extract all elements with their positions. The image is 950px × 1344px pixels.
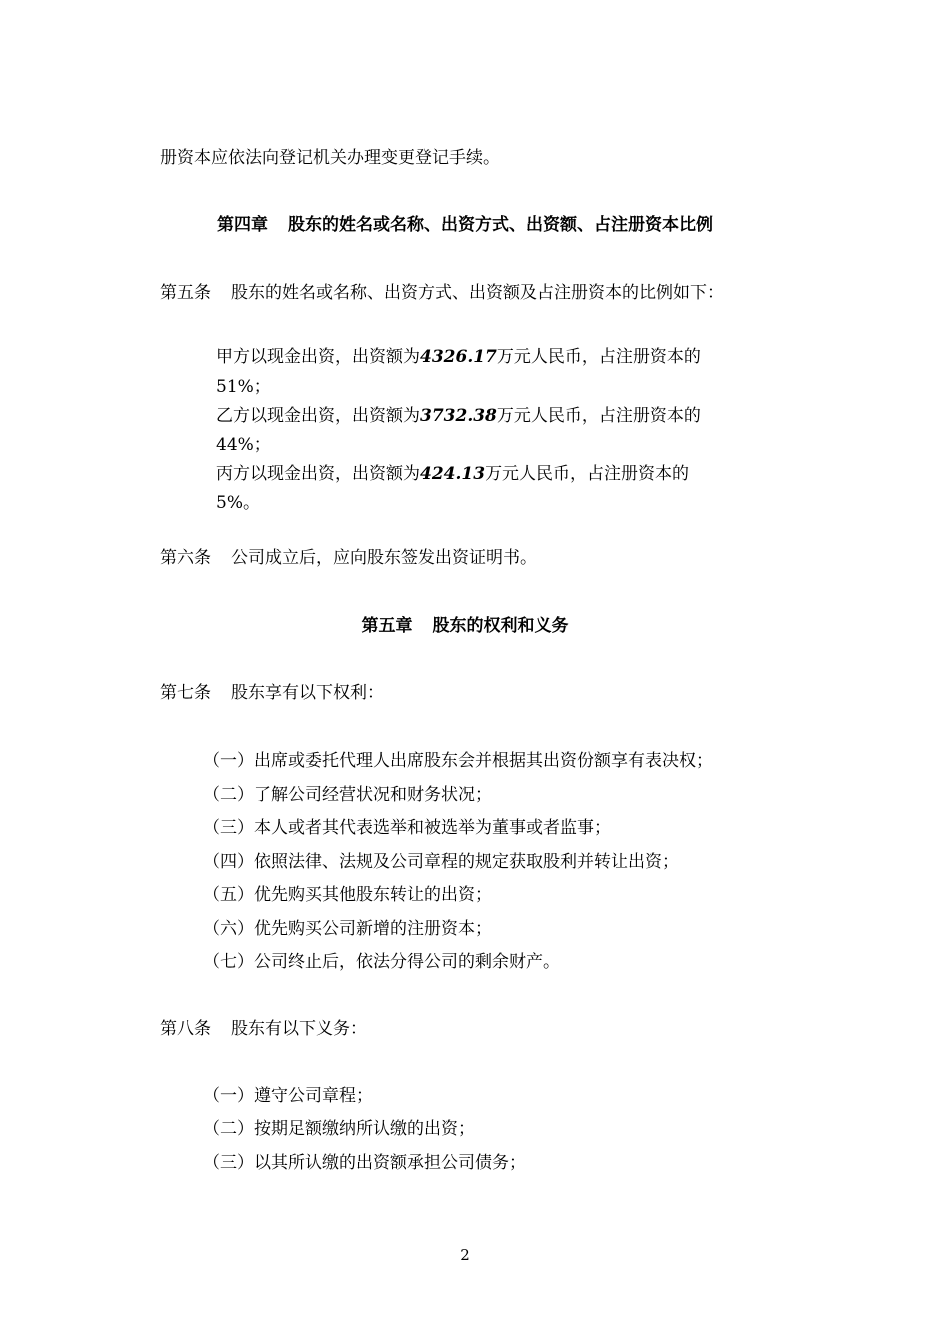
right-item: （七）公司终止后，依法分得公司的剩余财产。 [203,952,560,972]
article-5 [160,282,724,304]
chapter-4-heading [0,214,930,236]
article-8 [160,1018,367,1040]
article-6-text: 公司成立后，应向股东签发出资证明书。 [231,548,537,568]
chapter-4-label: 第四章 [217,215,268,235]
right-item: （一）出席或委托代理人出席股东会并根据其出资份额享有表决权； [203,751,713,771]
shareholder-b-prefix: 乙方以现金出资，出资额为 [216,406,420,426]
chapter-5-label: 第五章 [361,616,413,636]
shareholder-c-suffix: 万元人民币，占注册资本的 [485,464,690,484]
shareholder-c-amount: 424.13 [420,464,486,484]
right-item: （六）优先购买公司新增的注册资本； [203,919,492,939]
article-7-label: 第七条 [160,683,211,703]
right-item: （五）优先购买其他股东转让的出资； [203,885,492,905]
right-item: （三）本人或者其代表选举和被选举为董事或者监事； [203,818,611,838]
chapter-5-title: 股东的权利和义务 [432,616,569,636]
shareholder-b-suffix: 万元人民币，占注册资本的 [496,406,701,426]
article-7 [160,682,384,704]
shareholder-c-line [216,463,689,485]
article-5-label: 第五条 [160,283,211,303]
obligation-item: （一）遵守公司章程； [203,1086,373,1106]
shareholder-b-line [216,405,701,427]
obligation-item: （二）按期足额缴纳所认缴的出资； [203,1119,475,1139]
shareholder-a-prefix: 甲方以现金出资，出资额为 [216,347,420,367]
chapter-5-heading [0,615,930,637]
right-item: （四）依照法律、法规及公司章程的规定获取股利并转让出资； [203,852,679,872]
shareholder-a-percent: 51%； [216,377,271,397]
page-number: 2 [460,1246,470,1264]
shareholder-b-amount: 3732.38 [420,406,497,426]
shareholder-c-percent: 5%。 [216,493,260,513]
article-8-label: 第八条 [160,1019,211,1039]
shareholder-a-line [216,346,701,368]
article-6-label: 第六条 [160,548,211,568]
article-6 [160,547,537,569]
article-7-text: 股东享有以下权利： [231,683,384,703]
shareholder-c-prefix: 丙方以现金出资，出资额为 [216,464,420,484]
shareholder-b-percent: 44%； [216,435,271,455]
shareholder-a-amount: 4326.17 [420,347,497,367]
right-item: （二）了解公司经营状况和财务状况； [203,785,492,805]
obligation-item: （三）以其所认缴的出资额承担公司债务； [203,1153,526,1173]
chapter-4-title: 股东的姓名或名称、出资方式、出资额、占注册资本比例 [288,215,713,235]
shareholder-a-suffix: 万元人民币，占注册资本的 [496,347,701,367]
article-8-text: 股东有以下义务： [231,1019,367,1039]
article-5-text: 股东的姓名或名称、出资方式、出资额及占注册资本的比例如下： [231,283,724,303]
continuation-text: 册资本应依法向登记机关办理变更登记手续。 [160,148,500,168]
